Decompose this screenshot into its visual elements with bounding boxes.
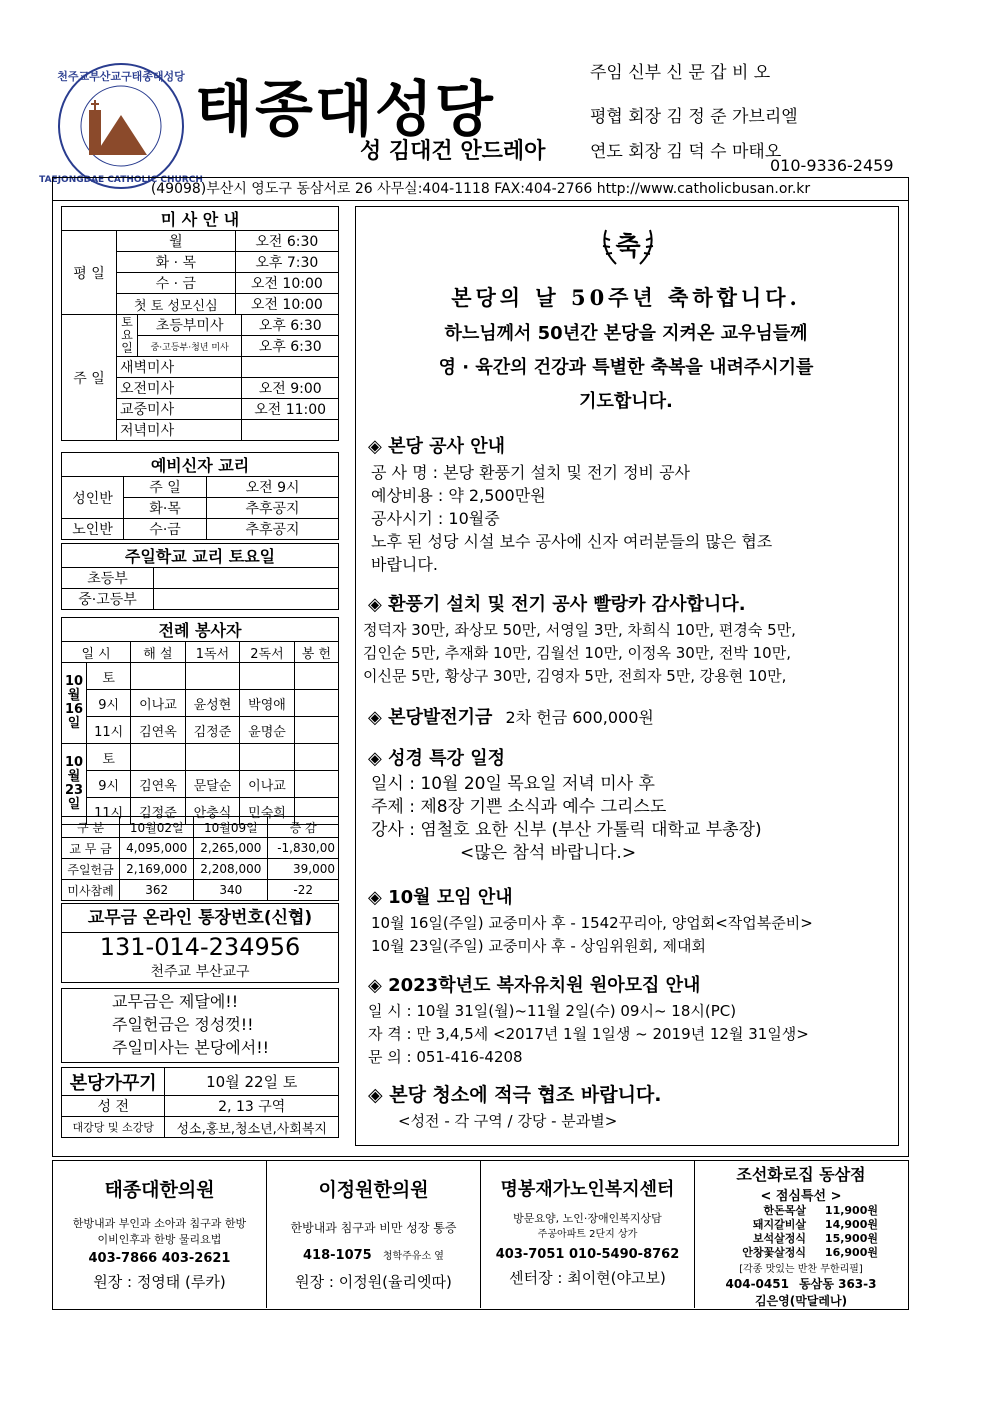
decor-date: 10월 22일 토 bbox=[165, 1068, 339, 1096]
catechumen-section bbox=[61, 452, 339, 540]
section-line: 김인순 5만, 추재화 10만, 김월선 10만, 이정옥 30만, 전박 10만, bbox=[363, 644, 791, 662]
ad-line: 한방내과 침구과 비만 성장 통증 bbox=[290, 1221, 457, 1235]
section-title: ◈ 성경 특강 일정 bbox=[368, 748, 505, 769]
mass-time bbox=[242, 420, 339, 441]
col-header: 일 시 bbox=[62, 642, 131, 663]
ad-name: 조선화로집 동삼점 bbox=[736, 1165, 866, 1184]
section-line: 일 시 : 10월 31일(월)~11월 2일(수) 09시~ 18시(PC) bbox=[368, 1002, 737, 1020]
slogan: 주일미사는 본당에서!! bbox=[112, 1038, 270, 1057]
section-construction bbox=[368, 432, 893, 576]
finance-delta: -1,830,00 bbox=[268, 838, 339, 859]
time-cell: 11시 bbox=[87, 717, 131, 744]
finance-label: 주일헌금 bbox=[62, 859, 120, 880]
finance-value: 340 bbox=[194, 880, 268, 901]
sunday-school-section bbox=[61, 543, 339, 610]
slogan: 주일헌금은 정성껏!! bbox=[112, 1015, 254, 1034]
finance-value: 2,265,000 bbox=[194, 838, 268, 859]
liturgy-date: 10월16일 bbox=[62, 663, 87, 744]
finance-value: 4,095,000 bbox=[120, 838, 194, 859]
mass-time: 오전 10:00 bbox=[235, 294, 338, 315]
finance-value: 2,169,000 bbox=[120, 859, 194, 880]
section-line: 바랍니다. bbox=[371, 555, 438, 574]
col-header: 봉 헌 bbox=[294, 642, 338, 663]
ad-line: 한방내과 부인과 소아과 침구과 한방 bbox=[72, 1217, 247, 1230]
sat-label: 토요일 bbox=[117, 315, 138, 357]
section-line: 문 의 : 051-416-4208 bbox=[368, 1048, 523, 1066]
slogan: 교무금은 제달에!! bbox=[112, 992, 239, 1011]
section-title: ◈ 10월 모임 안내 bbox=[368, 887, 513, 908]
col-header: 2독서 bbox=[240, 642, 295, 663]
section-line: 공사시기 : 10월중 bbox=[371, 509, 500, 528]
section-line: 10월 16일(주일) 교중미사 후 - 1542꾸리아, 양업회<작업복준비> bbox=[371, 914, 813, 932]
col-header: 증 감 bbox=[268, 817, 339, 838]
ad-clinic-1 bbox=[53, 1175, 266, 1292]
time-cell: 9시 bbox=[87, 690, 131, 717]
reader2: 박영애 bbox=[240, 690, 295, 717]
adult-label: 성인반 bbox=[62, 477, 124, 519]
decor-section bbox=[61, 1067, 339, 1138]
ad-owner: 센터장 : 최이현(야고보) bbox=[509, 1269, 666, 1287]
reader1: 안충식 bbox=[185, 798, 240, 825]
sat-cell: 토 bbox=[87, 663, 131, 690]
col-header: 구 분 bbox=[62, 817, 120, 838]
badge-char: 축 bbox=[615, 232, 641, 262]
church-seal bbox=[39, 60, 203, 192]
menu-item: 돼지갈비살 bbox=[752, 1218, 806, 1231]
class-time: 추후공지 bbox=[207, 519, 339, 540]
ad-phone: 404-0451 bbox=[725, 1277, 789, 1291]
menu-price: 11,900원 bbox=[824, 1204, 878, 1217]
menu-price: 16,900원 bbox=[824, 1246, 878, 1259]
section-cleaning bbox=[368, 1080, 893, 1131]
class-day: 화·목 bbox=[124, 498, 207, 519]
pastor-line: 주임 신부 신 문 갑 비 오 bbox=[590, 63, 771, 83]
ad-phone: 418-1075 bbox=[303, 1248, 372, 1263]
ad-owner: 원장 : 정영태 (루카) bbox=[93, 1273, 226, 1291]
mass-name: 저녁미사 bbox=[117, 420, 242, 441]
mass-name: 오전미사 bbox=[117, 378, 242, 399]
ad-name: 태종대한의원 bbox=[104, 1179, 215, 1201]
section-line: 일시 : 10월 20일 목요일 저녁 미사 후 bbox=[371, 774, 655, 794]
council-line: 평협 회장 김 정 준 가브리엘 bbox=[590, 107, 798, 127]
reader1: 윤성현 bbox=[185, 690, 240, 717]
ad-name: 명봉재가노인복지센터 bbox=[500, 1179, 675, 1200]
ad-note: [각종 맛있는 반찬 무한리필] bbox=[739, 1264, 863, 1275]
liturgy-title: 전례 봉사자 bbox=[62, 618, 339, 642]
ad-phone: 403-7051 010-5490-8762 bbox=[495, 1247, 680, 1262]
reader1: 문달순 bbox=[185, 771, 240, 798]
finance-delta: 39,000 bbox=[268, 859, 339, 880]
section-line: 이신문 5만, 황상구 30만, 김영자 5만, 전희자 5만, 강용현 10만, bbox=[363, 667, 787, 685]
account-title: 교무금 온라인 통장번호(신협) bbox=[62, 904, 338, 933]
col-header: 1독서 bbox=[185, 642, 240, 663]
menu-item: 보석살정식 bbox=[752, 1232, 806, 1245]
mass-day: 월 bbox=[117, 231, 236, 252]
finance-value: 362 bbox=[120, 880, 194, 901]
mass-time: 오전 6:30 bbox=[235, 231, 338, 252]
decor-title: 본당가꾸기 bbox=[62, 1068, 165, 1096]
svg-text:천주교부산교구태종대성당: 천주교부산교구태종대성당 bbox=[57, 70, 185, 83]
menu-price: 15,900원 bbox=[824, 1232, 878, 1245]
fund-amount: 2차 헌금 600,000원 bbox=[505, 708, 654, 727]
mass-name: 초등부미사 bbox=[138, 315, 242, 336]
section-title: ◈ 2023학년도 복자유치원 원아모집 안내 bbox=[368, 975, 701, 996]
ad-line: 주공아파트 2단지 상가 bbox=[537, 1229, 638, 1240]
section-kindergarten bbox=[368, 971, 896, 1069]
blessing-line: 기도합니다. bbox=[579, 391, 673, 412]
col-header: 10월02일 bbox=[120, 817, 194, 838]
commentator: 김정준 bbox=[131, 798, 186, 825]
blessing-text bbox=[355, 317, 897, 419]
section-title: ◈ 본당 공사 안내 bbox=[368, 436, 505, 457]
weekday-label: 평 일 bbox=[62, 231, 117, 315]
laurel-badge bbox=[596, 220, 660, 270]
col-header: 해 설 bbox=[131, 642, 186, 663]
mass-day: 첫 토 성모신심 bbox=[117, 294, 236, 315]
mass-name: 중·고등부·청년 미사 bbox=[138, 336, 242, 357]
mass-time: 오후 7:30 bbox=[235, 252, 338, 273]
section-line: 강사 : 염철호 요한 신부 (부산 가톨릭 대학교 부총장) bbox=[371, 820, 762, 840]
sunday-label: 주 일 bbox=[62, 315, 117, 441]
address-bar bbox=[52, 177, 909, 201]
ad-owner: 김은영(막달레나) bbox=[754, 1294, 848, 1308]
reader2: 민숙희 bbox=[240, 798, 295, 825]
ad-clinic-2 bbox=[267, 1175, 480, 1292]
blessing-line: 하느님께서 50년간 본당을 지켜온 교우님들께 bbox=[444, 323, 808, 344]
section-line: 주제 : 제8장 기쁜 소식과 예수 그리스도 bbox=[371, 797, 667, 817]
sunday-school-title: 주일학교 교리 토요일 bbox=[62, 544, 339, 568]
section-line: 공 사 명 : 본당 환풍기 설치 및 전기 정비 공사 bbox=[371, 463, 691, 482]
menu-price: 14,900원 bbox=[824, 1218, 878, 1231]
ad-name: 이정원한의원 bbox=[318, 1179, 429, 1201]
mass-time: 오전 9:00 bbox=[242, 378, 339, 399]
slogan-box bbox=[61, 988, 339, 1063]
sat-cell: 토 bbox=[87, 744, 131, 771]
section-line: <많은 참석 바랍니다.> bbox=[460, 843, 637, 863]
mass-day: 화 · 목 bbox=[117, 252, 236, 273]
liturgy-date: 10월23일 bbox=[62, 744, 87, 825]
account-owner: 천주교 부산교구 bbox=[150, 964, 250, 980]
mass-name: 새벽미사 bbox=[117, 357, 242, 378]
section-line: 노후 된 성당 시설 보수 공사에 신자 여러분들의 많은 협조 bbox=[371, 532, 773, 551]
school-grade: 중·고등부 bbox=[62, 589, 154, 610]
section-line: 예상비용 : 약 2,500만원 bbox=[371, 486, 546, 505]
commentator: 김연옥 bbox=[131, 771, 186, 798]
class-time: 오전 9시 bbox=[207, 477, 339, 498]
yeondo-line: 연도 회장 김 덕 수 마태오 bbox=[590, 142, 782, 162]
decor-area: 성 전 bbox=[62, 1096, 165, 1117]
svg-text:TAEJONGDAE CATHOLIC CHURCH: TAEJONGDAE CATHOLIC CHURCH bbox=[39, 175, 203, 185]
patron-name: 성 김대건 안드레아 bbox=[360, 139, 546, 164]
ad-restaurant bbox=[695, 1162, 907, 1309]
address-text: (49098)부산시 영도구 동삼서로 26 사무실:404-1118 FAX:404-2766 http://www.catholicbusan.or.kr bbox=[150, 181, 811, 197]
section-title: ◈ 본당발전기금 bbox=[368, 707, 493, 728]
mass-time: 오전 10:00 bbox=[235, 273, 338, 294]
ad-phone: 403-7866 403-2621 bbox=[88, 1251, 231, 1266]
cleaning-note: <성전 - 각 구역 / 강당 - 분과별> bbox=[398, 1112, 618, 1130]
account-number: 131-014-234956 bbox=[99, 933, 301, 961]
liturgy-section bbox=[61, 617, 339, 825]
section-title: ◈ 본당 청소에 적극 협조 바랍니다. bbox=[368, 1084, 662, 1106]
section-bible-lecture bbox=[368, 744, 893, 865]
ad-line: 방문요양, 노인·장애인복지상담 bbox=[513, 1212, 662, 1225]
ad-phone-note: 청학주유소 옆 bbox=[382, 1251, 444, 1262]
section-fund bbox=[368, 703, 893, 729]
menu-item: 안창꽃살정식 bbox=[742, 1246, 806, 1259]
finance-label: 교 무 금 bbox=[62, 838, 120, 859]
phone-line: 010-9336-2459 bbox=[770, 156, 894, 175]
class-time: 추후공지 bbox=[207, 498, 339, 519]
decor-zone: 2, 13 구역 bbox=[165, 1096, 339, 1117]
reader2: 윤명순 bbox=[240, 717, 295, 744]
class-day: 주 일 bbox=[124, 477, 207, 498]
section-line: 10월 23일(주일) 교중미사 후 - 상임위원회, 제대회 bbox=[371, 937, 706, 955]
ad-sub: < 점심특선 > bbox=[760, 1189, 842, 1204]
section-donors bbox=[363, 590, 896, 688]
menu-item: 한돈목살 bbox=[763, 1204, 806, 1217]
account-box bbox=[61, 903, 339, 983]
blessing-line: 영 · 육간의 건강과 특별한 축복을 내려주시기를 bbox=[438, 357, 814, 378]
commentator: 김연옥 bbox=[131, 717, 186, 744]
ad-care-center bbox=[481, 1175, 694, 1288]
finance-value: 2,208,000 bbox=[194, 859, 268, 880]
mass-time bbox=[242, 357, 339, 378]
time-cell: 9시 bbox=[87, 771, 131, 798]
elder-label: 노인반 bbox=[62, 519, 124, 540]
col-header: 10월09일 bbox=[194, 817, 268, 838]
ad-address: 동삼동 363-3 bbox=[799, 1277, 877, 1291]
catechumen-title: 예비신자 교리 bbox=[62, 453, 339, 477]
mass-section bbox=[61, 206, 339, 441]
mass-title: 미 사 안 내 bbox=[62, 207, 339, 231]
finance-label: 미사참례 bbox=[62, 880, 120, 901]
mass-time: 오전 11:00 bbox=[242, 399, 339, 420]
headline: 본당의 날 50주년 축하합니다. bbox=[451, 285, 801, 310]
mass-name: 교중미사 bbox=[117, 399, 242, 420]
church-title: 태종대성당 bbox=[195, 75, 495, 145]
class-day: 수·금 bbox=[124, 519, 207, 540]
section-line: 정덕자 30만, 좌상모 50만, 서영일 3만, 차희식 10만, 편경숙 5만, bbox=[363, 621, 796, 639]
commentator: 이나교 bbox=[131, 690, 186, 717]
time-cell: 11시 bbox=[87, 798, 131, 825]
reader1: 김정준 bbox=[185, 717, 240, 744]
reader2: 이나교 bbox=[240, 771, 295, 798]
decor-area: 대강당 및 소강당 bbox=[62, 1117, 165, 1138]
mass-time: 오후 6:30 bbox=[242, 336, 339, 357]
school-grade: 초등부 bbox=[62, 568, 154, 589]
mass-day: 수 · 금 bbox=[117, 273, 236, 294]
finance-section bbox=[61, 816, 339, 901]
section-title: ◈ 환풍기 설치 및 전기 공사 빨랑카 감사합니다. bbox=[368, 594, 746, 615]
mass-time: 오후 6:30 bbox=[242, 315, 339, 336]
section-meetings bbox=[368, 883, 896, 958]
section-line: 자 격 : 만 3,4,5세 <2017년 1월 1일생 ~ 2019년 12월 31일생> bbox=[368, 1025, 809, 1043]
finance-delta: -22 bbox=[268, 880, 339, 901]
decor-zone: 성소,홍보,청소년,사회복지 bbox=[165, 1117, 339, 1138]
ad-line: 이비인후과 한방 물리요법 bbox=[97, 1233, 222, 1246]
ad-owner: 원장 : 이정원(율리엣따) bbox=[295, 1273, 452, 1291]
